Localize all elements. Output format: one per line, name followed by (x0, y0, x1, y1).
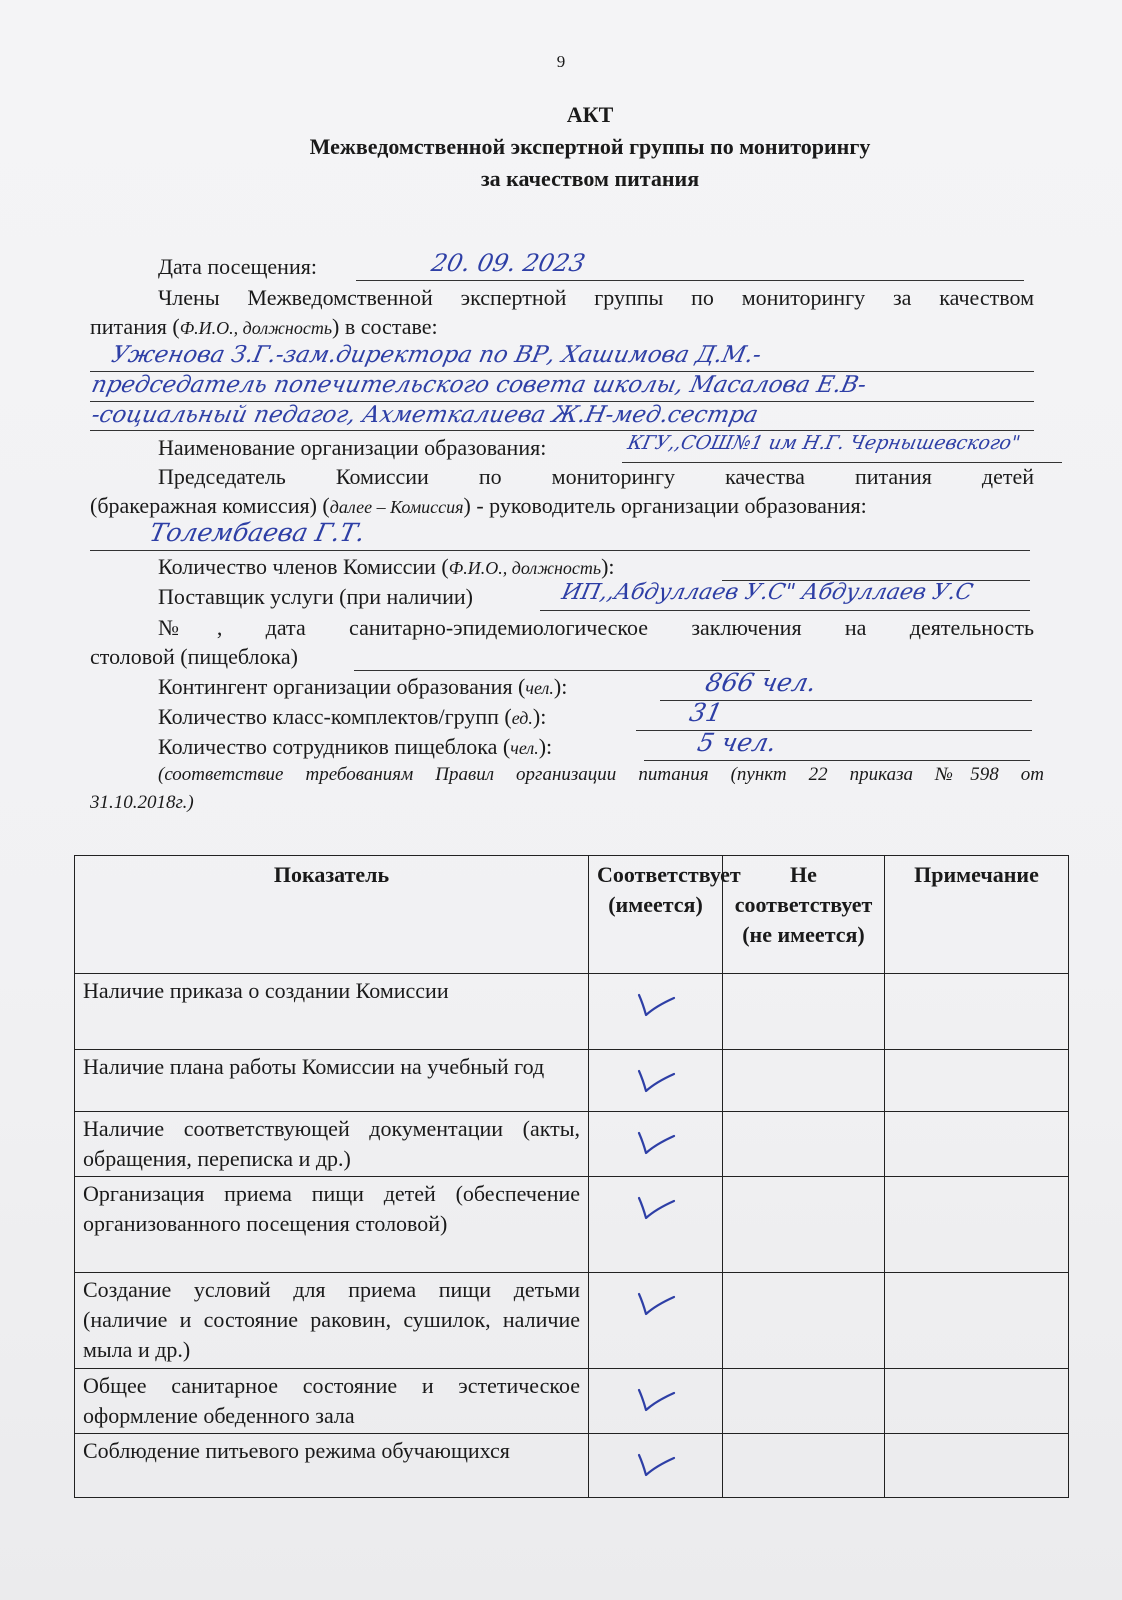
sanitary-line (354, 644, 770, 671)
note-cell (885, 974, 1069, 1050)
chairman-label-1: Председатель Комиссии по мониторингу качества питания детей (158, 464, 1034, 489)
table-row (75, 1273, 1069, 1369)
members-handwritten-1: Уженова З.Г.-зам.директора по ВР, Хашимова Д.М.- (109, 342, 764, 368)
table-row (75, 974, 1069, 1050)
chairman-value: Толембаева Г.Т. (147, 518, 368, 547)
complies-cell (589, 974, 723, 1050)
indicator-cell: Организация приема пищи детей (обеспечение организованного посещения столовой) (75, 1177, 589, 1273)
header-note: Примечание (885, 856, 1069, 974)
header-not-complies: Не соответствует (не имеется) (723, 856, 885, 974)
check-mark-icon (636, 1128, 676, 1156)
not-complies-cell (723, 1434, 885, 1498)
table-row (75, 1112, 1069, 1177)
table-row (75, 1177, 1069, 1273)
indicator-cell: Соблюдение питьевого режима обучающихся (75, 1434, 589, 1498)
not-complies-cell (723, 1112, 885, 1177)
note-line-2: 31.10.2018г.) (90, 792, 194, 813)
header-indicator: Показатель (75, 856, 589, 974)
contingent-value: 866 чел. (703, 668, 820, 697)
staff-label: Количество сотрудников пищеблока (чел.): (158, 734, 553, 759)
chairman-label-2: (бракеражная комиссия) (далее – Комиссия) - руководитель организации образования: (90, 493, 867, 518)
indicator-cell: Наличие соответствующей документации (акты, обращения, переписка и др.) (75, 1112, 589, 1177)
supplier-value: ИП,,Абдуллаев У.С" Абдуллаев У.С (559, 580, 976, 605)
page-number: 9 (556, 52, 566, 71)
not-complies-cell (723, 1273, 885, 1369)
complies-cell (589, 1177, 723, 1273)
check-mark-icon (636, 990, 676, 1018)
sanitary-label-2: столовой (пищеблока) (90, 644, 298, 669)
organization-value: КГУ,,СОШ№1 им Н.Г. Чернышевского" (625, 432, 1023, 454)
table-body (75, 974, 1069, 1498)
indicator-cell: Создание условий для приема пищи детьми (наличие и состояние раковин, сушилок, наличие мыла и др.) (75, 1273, 589, 1369)
indicator-cell: Наличие приказа о создании Комиссии (75, 974, 589, 1050)
visit-date-label: Дата посещения: (158, 254, 317, 279)
staff-value: 5 чел. (695, 728, 780, 757)
act-subtitle-1: Межведомственной экспертной группы по мониторингу (309, 134, 871, 159)
complies-cell (589, 1112, 723, 1177)
not-complies-cell (723, 974, 885, 1050)
complies-cell (589, 1273, 723, 1369)
supplier-label: Поставщик услуги (при наличии) (158, 584, 473, 609)
complies-cell (589, 1434, 723, 1498)
note-cell (885, 1112, 1069, 1177)
sanitary-label-1: №, дата санитарно-эпидемиологическое заключения на деятельность (158, 615, 1034, 640)
members-label-1: Члены Межведомственной экспертной группы по мониторингу за качеством (158, 285, 1034, 310)
check-mark-icon (636, 1385, 676, 1413)
check-mark-icon (636, 1193, 676, 1221)
complies-cell (589, 1369, 723, 1434)
note-cell (885, 1050, 1069, 1112)
act-subtitle-2: за качеством питания (480, 166, 700, 191)
members-handwritten-3: -социальный педагог, Ахметкалиева Ж.Н-мед.сестра (89, 402, 761, 428)
table-row (75, 1434, 1069, 1498)
organization-label: Наименование организации образования: (158, 435, 547, 460)
note-cell (885, 1434, 1069, 1498)
visit-date-value: 20. 09. 2023 (429, 249, 588, 277)
commission-count-label: Количество членов Комиссии (Ф.И.О., должность): (158, 554, 615, 579)
complies-cell (589, 1050, 723, 1112)
note-cell (885, 1177, 1069, 1273)
header-complies: Соответствует (имеется) (589, 856, 723, 974)
table-row (75, 1050, 1069, 1112)
indicators-table (74, 855, 1069, 1498)
check-mark-icon (636, 1289, 676, 1317)
indicator-cell: Наличие плана работы Комиссии на учебный год (75, 1050, 589, 1112)
act-title: АКТ (566, 102, 614, 127)
not-complies-cell (723, 1050, 885, 1112)
classes-label: Количество класс-комплектов/групп (ед.): (158, 704, 547, 729)
not-complies-cell (723, 1369, 885, 1434)
indicator-cell: Общее санитарное состояние и эстетическое оформление обеденного зала (75, 1369, 589, 1434)
note-cell (885, 1369, 1069, 1434)
contingent-label: Контингент организации образования (чел.): (158, 674, 568, 699)
members-label-2: питания (Ф.И.О., должность) в составе: (90, 314, 438, 339)
commission-count-line (722, 554, 1030, 581)
check-mark-icon (636, 1450, 676, 1478)
note-cell (885, 1273, 1069, 1369)
table-row (75, 1369, 1069, 1434)
table-header-row (75, 856, 1069, 974)
check-mark-icon (636, 1066, 676, 1094)
classes-value: 31 (687, 698, 726, 727)
not-complies-cell (723, 1177, 885, 1273)
note-line-1: (соответствие требованиям Правил организации питания (пункт 22 приказа №598 от (158, 764, 1044, 785)
members-handwritten-2: председатель попечительского совета школы, Масалова Е.В- (89, 372, 869, 398)
